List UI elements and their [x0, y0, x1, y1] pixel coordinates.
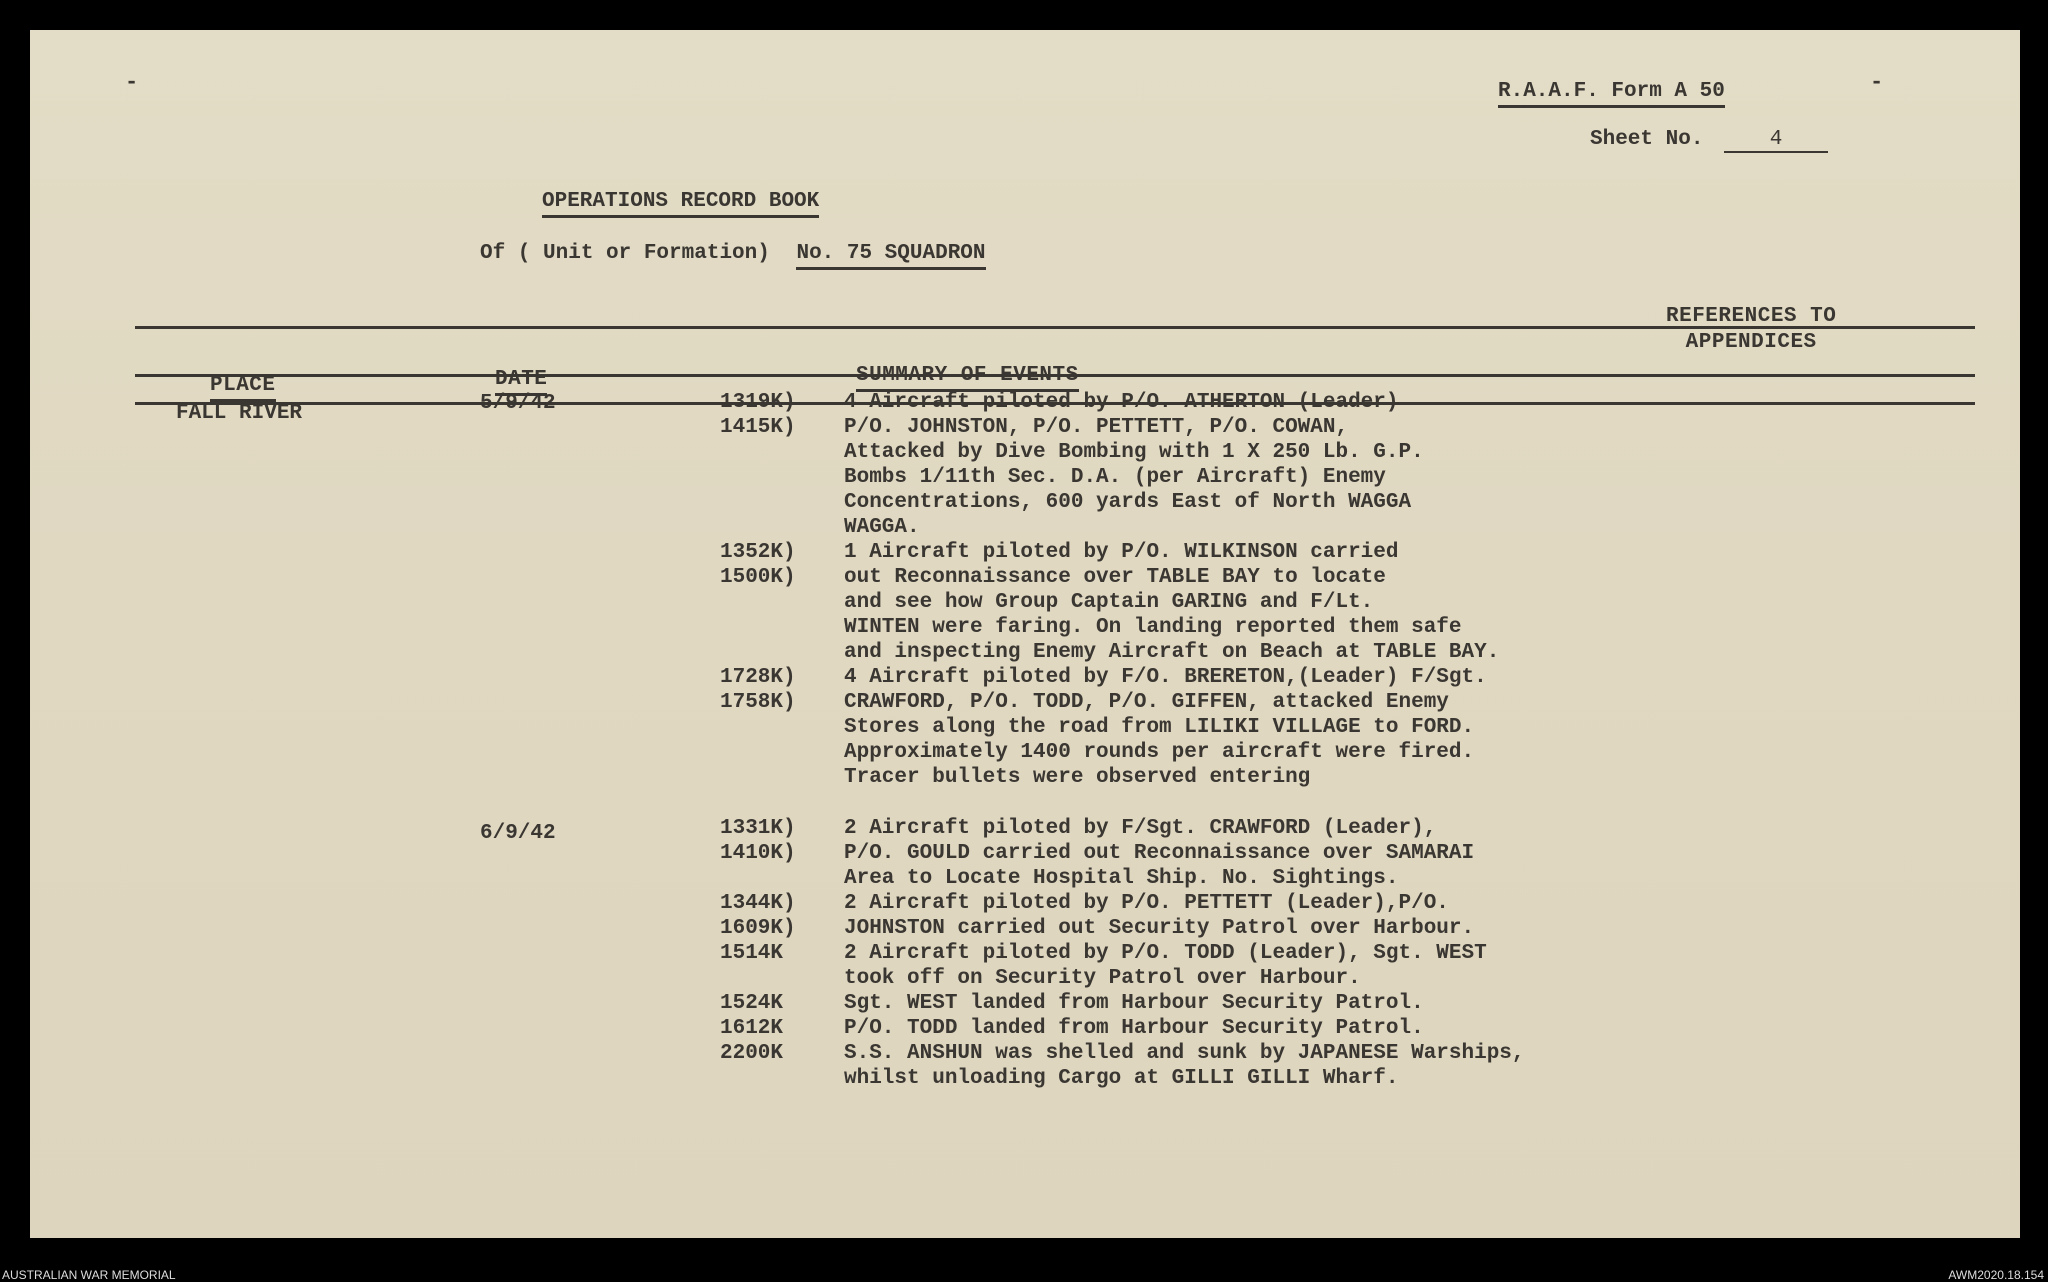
day2-times	[720, 816, 820, 1091]
summary-line: and see how Group Captain GARING and F/Lt.	[844, 591, 1374, 614]
summary-line: Area to Locate Hospital Ship. No. Sightings.	[844, 867, 1399, 890]
day1-summary	[844, 390, 1499, 790]
column-references	[1666, 304, 1836, 356]
date-cell-2: 6/9/42	[480, 822, 556, 845]
unit-name: No. 75 SQUADRON	[796, 242, 985, 270]
form-number	[1498, 80, 1725, 103]
column-summary	[856, 364, 1079, 387]
entry-time	[720, 715, 820, 740]
place-cell: FALL RIVER	[176, 402, 303, 425]
summary-line: 4 Aircraft piloted by F/O. BRERETON,(Leader) F/Sgt.	[844, 666, 1487, 689]
entry-time: 1415K)	[720, 416, 796, 439]
footer-right: AWM2020.18.154	[1948, 1268, 2044, 1282]
summary-line: and inspecting Enemy Aircraft on Beach at TABLE BAY.	[844, 641, 1500, 664]
entry-time: 1319K)	[720, 391, 796, 414]
column-references-line2: APPENDICES	[1685, 331, 1817, 354]
entry-time: 1609K)	[720, 917, 796, 940]
summary-line: took off on Security Patrol over Harbour.	[844, 967, 1361, 990]
day1-times	[720, 390, 820, 790]
column-date-label: DATE	[495, 368, 547, 396]
entry-time	[720, 440, 820, 465]
date-cell-1: 5/9/42	[480, 392, 556, 415]
entry-time: 1500K)	[720, 566, 796, 589]
summary-line: 4 Aircraft piloted by P/O. ATHERTON (Leader)	[844, 391, 1399, 414]
summary-line: Attacked by Dive Bombing with 1 X 250 Lb. G.P.	[844, 441, 1424, 464]
entry-time	[720, 615, 820, 640]
entry-time	[720, 1066, 820, 1091]
day2-summary	[844, 816, 1525, 1091]
margin-mark: -	[1870, 70, 1884, 95]
entry-time	[720, 740, 820, 765]
margin-mark: -	[125, 70, 139, 95]
summary-line: P/O. TODD landed from Harbour Security Patrol.	[844, 1017, 1424, 1040]
record-sheet	[30, 30, 2020, 1238]
entry-time: 1728K)	[720, 666, 796, 689]
column-references-line1: REFERENCES TO	[1666, 305, 1837, 328]
book-title-text: OPERATIONS RECORD BOOK	[542, 190, 819, 218]
summary-line: 2 Aircraft piloted by F/Sgt. CRAWFORD (Leader),	[844, 817, 1437, 840]
entry-time	[720, 640, 820, 665]
column-place	[210, 374, 276, 397]
sheet-label: Sheet No.	[1590, 128, 1704, 151]
entry-time: 1758K)	[720, 691, 796, 714]
summary-line: Bombs 1/11th Sec. D.A. (per Aircraft) Enemy	[844, 466, 1386, 489]
spacer	[135, 376, 1365, 379]
footer-left: AUSTRALIAN WAR MEMORIAL	[2, 1268, 176, 1282]
entry-time	[720, 590, 820, 615]
summary-line: Tracer bullets were observed entering	[844, 766, 1311, 789]
entry-time: 1352K)	[720, 541, 796, 564]
summary-line: P/O. GOULD carried out Reconnaissance over SAMARAI	[844, 842, 1475, 865]
summary-line: 2 Aircraft piloted by P/O. PETTETT (Leader),P/O.	[844, 892, 1449, 915]
entry-time	[720, 966, 820, 991]
summary-line: Sgt. WEST landed from Harbour Security Patrol.	[844, 992, 1424, 1015]
sheet-number-row	[1590, 128, 1828, 153]
unit-row	[480, 242, 986, 265]
entry-time	[720, 465, 820, 490]
summary-line: Concentrations, 600 yards East of North WAGGA	[844, 491, 1412, 514]
summary-line: CRAWFORD, P/O. TODD, P/O. GIFFEN, attacked Enemy	[844, 691, 1449, 714]
summary-line: Stores along the road from LILIKI VILLAGE to FORD.	[844, 716, 1475, 739]
summary-line: whilst unloading Cargo at GILLI GILLI Wharf.	[844, 1067, 1399, 1090]
summary-line: 1 Aircraft piloted by P/O. WILKINSON carried	[844, 541, 1399, 564]
summary-line: S.S. ANSHUN was shelled and sunk by JAPANESE Warships,	[844, 1042, 1525, 1065]
summary-line: Approximately 1400 rounds per aircraft were fired.	[844, 741, 1475, 764]
entry-time: 1410K)	[720, 842, 796, 865]
column-summary-label: SUMMARY OF EVENTS	[856, 364, 1079, 392]
entry-time: 1344K)	[720, 892, 796, 915]
entry-time: 1514K	[720, 942, 784, 965]
form-label: R.A.A.F. Form A 50	[1498, 80, 1725, 108]
entry-time: 1331K)	[720, 817, 796, 840]
summary-line: 2 Aircraft piloted by P/O. TODD (Leader), Sgt. WEST	[844, 942, 1487, 965]
entry-time: 1524K	[720, 992, 784, 1015]
entry-time	[720, 490, 820, 515]
summary-line: WINTEN were faring. On landing reported them safe	[844, 616, 1462, 639]
summary-line: WAGGA.	[844, 516, 920, 539]
entry-time	[720, 765, 820, 790]
unit-label: Of ( Unit or Formation)	[480, 242, 770, 265]
entry-time: 2200K	[720, 1042, 784, 1065]
entry-time	[720, 866, 820, 891]
book-title	[542, 190, 819, 213]
column-place-label: PLACE	[210, 374, 276, 402]
sheet-number: 4	[1724, 128, 1828, 153]
summary-line: JOHNSTON carried out Security Patrol over Harbour.	[844, 917, 1475, 940]
column-date	[495, 368, 547, 391]
summary-line: out Reconnaissance over TABLE BAY to locate	[844, 566, 1386, 589]
entry-time: 1612K	[720, 1017, 784, 1040]
entry-time	[720, 515, 820, 540]
summary-line: P/O. JOHNSTON, P/O. PETTETT, P/O. COWAN,	[844, 416, 1349, 439]
